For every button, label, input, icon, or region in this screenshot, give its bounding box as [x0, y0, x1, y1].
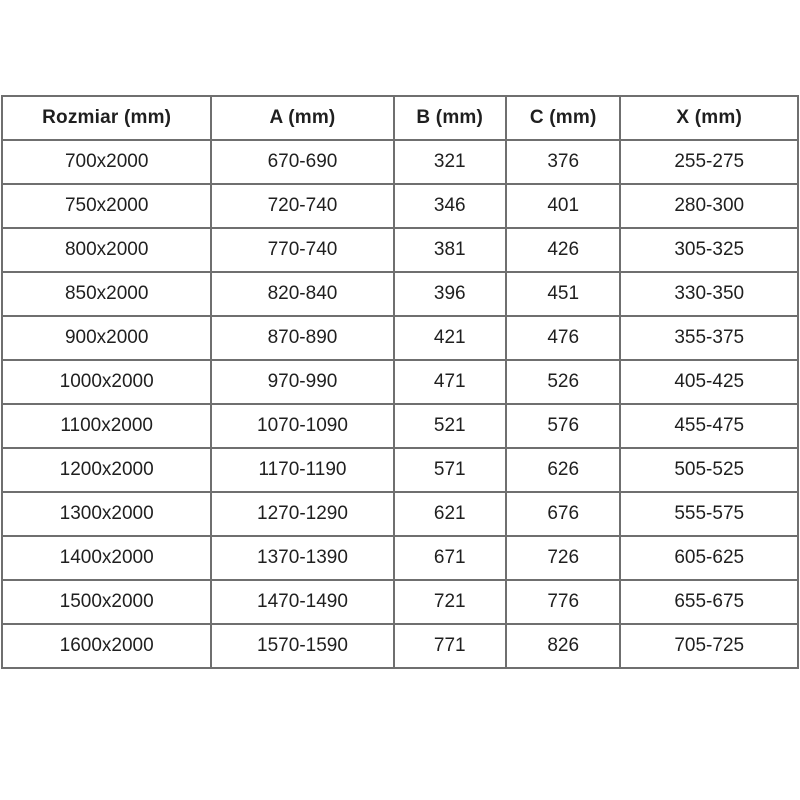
table-cell: 621	[394, 492, 506, 536]
table-cell: 1200x2000	[2, 448, 211, 492]
table-cell: 1000x2000	[2, 360, 211, 404]
table-row	[2, 536, 798, 580]
table-cell: 1300x2000	[2, 492, 211, 536]
table-cell: 970-990	[211, 360, 393, 404]
table-cell: 396	[394, 272, 506, 316]
table-cell: 770-740	[211, 228, 393, 272]
table-cell: 1570-1590	[211, 624, 393, 668]
table-cell: 471	[394, 360, 506, 404]
column-header: Rozmiar (mm)	[2, 96, 211, 140]
table-row	[2, 316, 798, 360]
table-cell: 726	[506, 536, 621, 580]
table-cell: 1270-1290	[211, 492, 393, 536]
table-cell: 521	[394, 404, 506, 448]
table-row	[2, 448, 798, 492]
table-cell: 305-325	[620, 228, 798, 272]
table-cell: 401	[506, 184, 621, 228]
table-cell: 571	[394, 448, 506, 492]
table-cell: 605-625	[620, 536, 798, 580]
table-cell: 526	[506, 360, 621, 404]
column-header: B (mm)	[394, 96, 506, 140]
table-cell: 255-275	[620, 140, 798, 184]
table-cell: 280-300	[620, 184, 798, 228]
table-cell: 1470-1490	[211, 580, 393, 624]
table-cell: 505-525	[620, 448, 798, 492]
table-cell: 330-350	[620, 272, 798, 316]
table-cell: 421	[394, 316, 506, 360]
table-cell: 1170-1190	[211, 448, 393, 492]
table-row	[2, 184, 798, 228]
size-table-container	[1, 95, 799, 669]
table-row	[2, 580, 798, 624]
table-cell: 1370-1390	[211, 536, 393, 580]
table-cell: 771	[394, 624, 506, 668]
table-cell: 346	[394, 184, 506, 228]
table-cell: 405-425	[620, 360, 798, 404]
table-cell: 626	[506, 448, 621, 492]
table-cell: 671	[394, 536, 506, 580]
table-cell: 820-840	[211, 272, 393, 316]
table-cell: 555-575	[620, 492, 798, 536]
table-row	[2, 404, 798, 448]
table-cell: 1070-1090	[211, 404, 393, 448]
table-row	[2, 228, 798, 272]
table-row	[2, 272, 798, 316]
table-cell: 721	[394, 580, 506, 624]
table-cell: 670-690	[211, 140, 393, 184]
table-cell: 476	[506, 316, 621, 360]
header-row	[2, 96, 798, 140]
table-cell: 870-890	[211, 316, 393, 360]
table-body	[2, 140, 798, 668]
table-cell: 750x2000	[2, 184, 211, 228]
table-cell: 776	[506, 580, 621, 624]
table-cell: 321	[394, 140, 506, 184]
table-cell: 576	[506, 404, 621, 448]
size-table	[1, 95, 799, 669]
table-cell: 426	[506, 228, 621, 272]
table-cell: 455-475	[620, 404, 798, 448]
table-row	[2, 624, 798, 668]
table-cell: 376	[506, 140, 621, 184]
column-header: X (mm)	[620, 96, 798, 140]
table-row	[2, 140, 798, 184]
table-cell: 705-725	[620, 624, 798, 668]
table-cell: 800x2000	[2, 228, 211, 272]
table-cell: 355-375	[620, 316, 798, 360]
table-cell: 900x2000	[2, 316, 211, 360]
table-cell: 451	[506, 272, 621, 316]
table-cell: 850x2000	[2, 272, 211, 316]
table-cell: 1600x2000	[2, 624, 211, 668]
table-cell: 655-675	[620, 580, 798, 624]
column-header: C (mm)	[506, 96, 621, 140]
table-cell: 676	[506, 492, 621, 536]
table-cell: 700x2000	[2, 140, 211, 184]
table-row	[2, 492, 798, 536]
column-header: A (mm)	[211, 96, 393, 140]
table-cell: 1500x2000	[2, 580, 211, 624]
table-cell: 1400x2000	[2, 536, 211, 580]
table-cell: 1100x2000	[2, 404, 211, 448]
table-cell: 381	[394, 228, 506, 272]
table-row	[2, 360, 798, 404]
table-cell: 720-740	[211, 184, 393, 228]
table-cell: 826	[506, 624, 621, 668]
